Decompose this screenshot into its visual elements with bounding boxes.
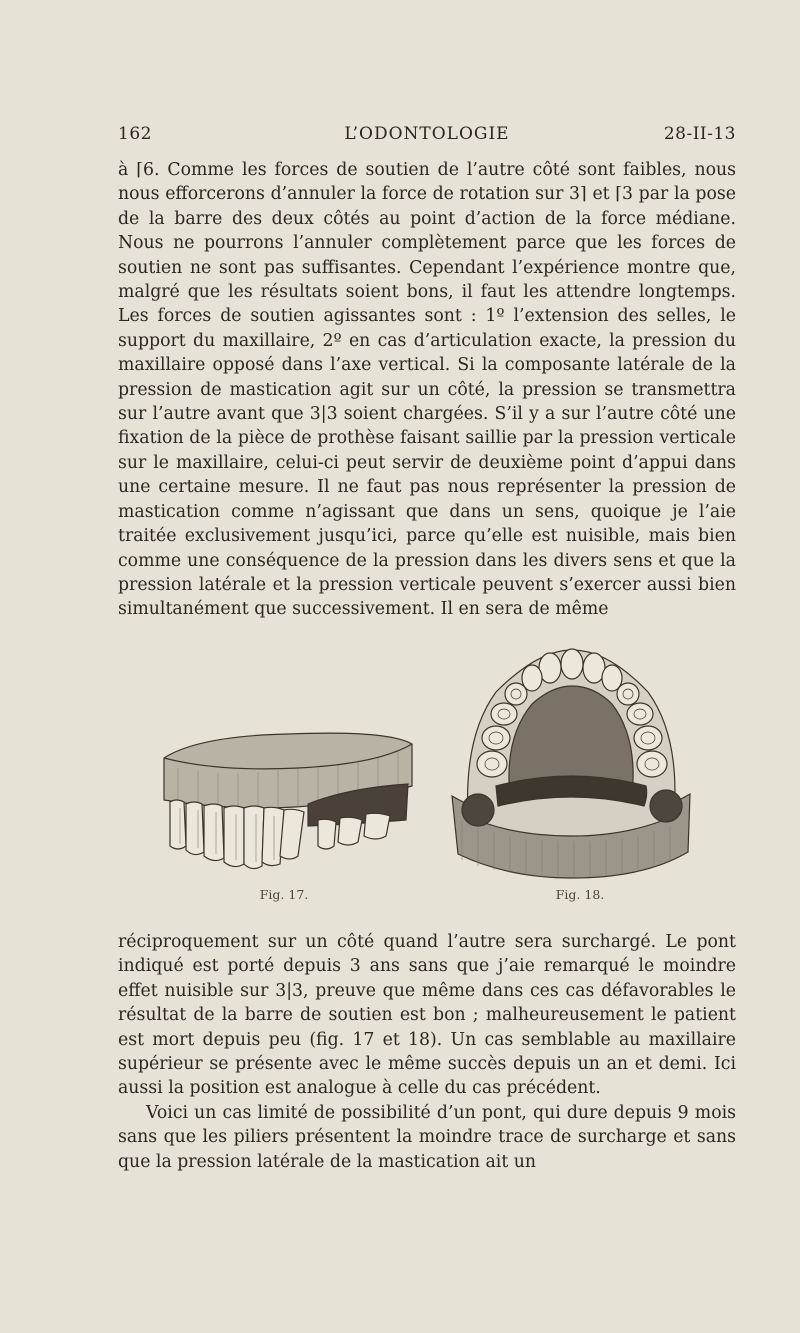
issue-date: 28-II-13 (663, 124, 736, 144)
journal-title: L’ODONTOLOGIE (344, 124, 510, 144)
paragraph-2: réciproquement sur un côté quand l’autre sera surchargé. Le pont indiqué est porté depuis 3 ans sans que j’aie remarqué le moindre effet nuisible sur 3|3, preuve que même dans ces cas défavorables le résultat de la barre de soutien est bon ; malheureusement le patient est mort depuis peu (fig. 17 et 18). Un cas semblable au maxillaire supérieur se présente avec le même succès depuis un an et demi. Ici aussi la position est analogue à celle du cas précédent. (118, 932, 736, 1099)
text-block-bottom (118, 930, 736, 1174)
page-number: 162 (118, 124, 152, 144)
figure-18-caption: Fig. 18. (555, 887, 605, 902)
paragraph-1: à ⌈6. Comme les forces de soutien de l’autre côté sont faibles, nous nous efforcerons d’annuler la force de rotation sur 3⌉ et ⌈3 par la pose de la barre des deux côtés au point d’action de la force médiane. Nous ne pourrons l’annuler complètement parce que les forces de soutien ne sont pas suffisantes. Cependant l’expérience montre que, malgré que les résultats soient bons, il faut les attendre longtemps. Les forces de soutien agissantes sont : 1º l’extension des selles, le support du maxillaire, 2º en cas d’articulation exacte, la pression du maxillaire opposé dans l’axe vertical. Si la composante latérale de la pression de mastication agit sur un côté, la pression se transmettra sur l’autre avant que 3|3 soient chargées. S’il y a sur l’autre côté une fixation de la pièce de prothèse faisant saillie par la pression verticale sur le maxillaire, celui-ci peut servir de deuxième point d’appui dans une certaine mesure. Il ne faut pas nous représenter la pression de mastication comme n’agissant que dans un sens, quoique je l’aie traitée exclusivement jusqu’ici, parce qu’elle est nuisible, mais bien comme une conséquence de la pression dans les divers sens et que la pression latérale et la pression verticale peuvent s’exercer aussi bien simultanément que successivement. Il en sera de même (118, 160, 736, 620)
figure-18-denture-occlusal (448, 646, 694, 882)
figure-17-caption: Fig. 17. (259, 887, 309, 902)
running-header (118, 124, 736, 150)
paragraph-3: Voici un cas limité de possibilité d’un pont, qui dure depuis 9 mois sans que les piliers présentent la moindre trace de surcharge et sans que la pression latérale de la mastication ait un (118, 1102, 736, 1172)
figure-17-denture-side (158, 728, 420, 878)
text-block-top (118, 158, 736, 622)
